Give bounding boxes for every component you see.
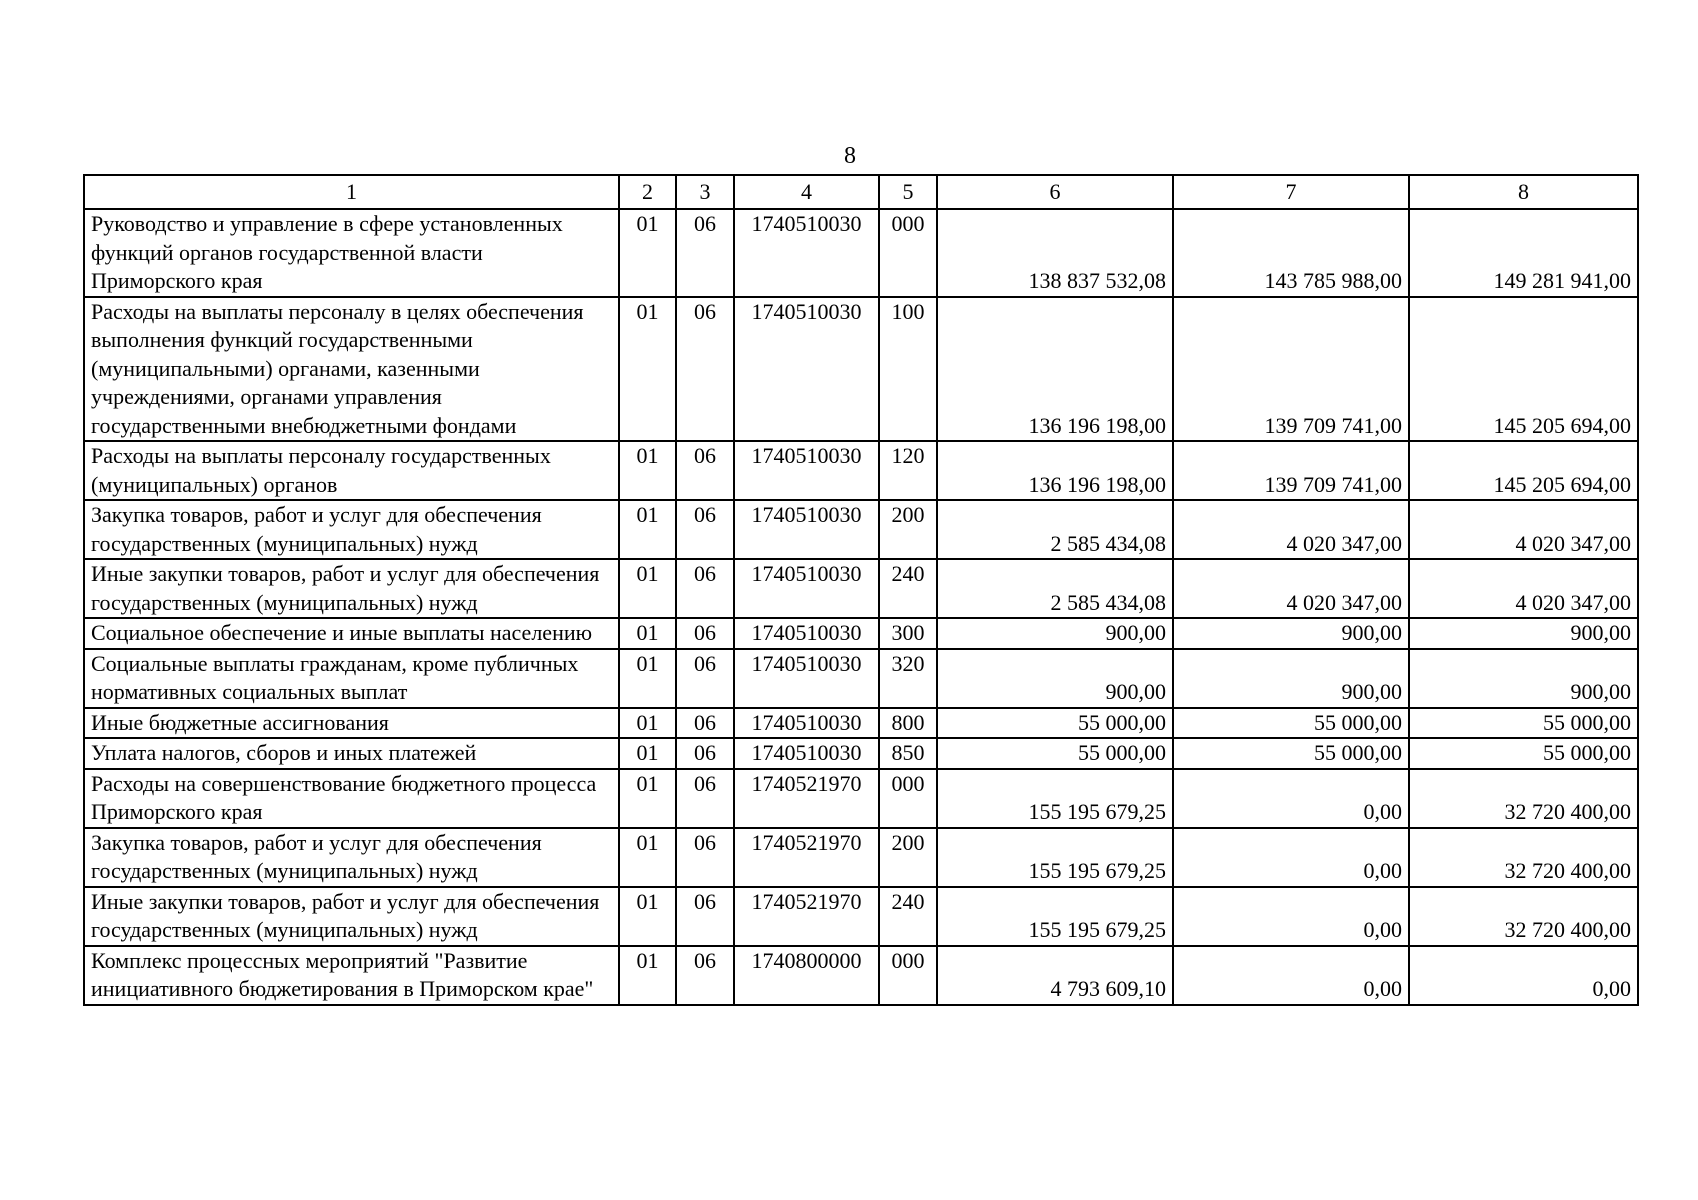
expense-name: Уплата налогов, сборов и иных платежей — [84, 738, 619, 769]
header-row — [84, 175, 1638, 209]
table-row — [84, 559, 1638, 618]
expense-type-code: 240 — [879, 559, 937, 618]
expense-name: Руководство и управление в сфере установленных функций органов государственной власти Приморского края — [84, 209, 619, 297]
amount-col6: 55 000,00 — [937, 738, 1173, 769]
amount-col8: 32 720 400,00 — [1409, 887, 1638, 946]
expense-name: Комплекс процессных мероприятий "Развитие инициативного бюджетирования в Приморском крае" — [84, 946, 619, 1005]
amount-col8: 4 020 347,00 — [1409, 500, 1638, 559]
expense-name: Иные закупки товаров, работ и услуг для обеспечения государственных (муниципальных) нужд — [84, 887, 619, 946]
amount-col8: 4 020 347,00 — [1409, 559, 1638, 618]
amount-col7: 139 709 741,00 — [1173, 441, 1409, 500]
target-article-code: 1740510030 — [734, 209, 879, 297]
amount-col6: 136 196 198,00 — [937, 297, 1173, 442]
section-code: 01 — [619, 209, 676, 297]
amount-col6: 138 837 532,08 — [937, 209, 1173, 297]
amount-col7: 900,00 — [1173, 649, 1409, 708]
subsection-code: 06 — [676, 209, 734, 297]
amount-col8: 149 281 941,00 — [1409, 209, 1638, 297]
amount-col7: 0,00 — [1173, 887, 1409, 946]
expense-name: Расходы на выплаты персоналу в целях обеспечения выполнения функций государственными (муниципальными) органами, казенными учреждениями, органами управления государственными внебюджетными фондами — [84, 297, 619, 442]
amount-col8: 900,00 — [1409, 618, 1638, 649]
column-header: 8 — [1409, 175, 1638, 209]
page-number: 8 — [844, 143, 856, 169]
amount-col6: 900,00 — [937, 618, 1173, 649]
amount-col7: 900,00 — [1173, 618, 1409, 649]
amount-col7: 55 000,00 — [1173, 738, 1409, 769]
table-row — [84, 887, 1638, 946]
expense-type-code: 850 — [879, 738, 937, 769]
subsection-code: 06 — [676, 441, 734, 500]
amount-col7: 0,00 — [1173, 769, 1409, 828]
amount-col6: 155 195 679,25 — [937, 769, 1173, 828]
section-code: 01 — [619, 441, 676, 500]
target-article-code: 1740521970 — [734, 769, 879, 828]
expense-name: Закупка товаров, работ и услуг для обеспечения государственных (муниципальных) нужд — [84, 500, 619, 559]
column-header: 4 — [734, 175, 879, 209]
section-code: 01 — [619, 946, 676, 1005]
target-article-code: 1740510030 — [734, 559, 879, 618]
subsection-code: 06 — [676, 618, 734, 649]
target-article-code: 1740510030 — [734, 708, 879, 739]
subsection-code: 06 — [676, 500, 734, 559]
section-code: 01 — [619, 769, 676, 828]
expense-type-code: 320 — [879, 649, 937, 708]
table-row — [84, 618, 1638, 649]
target-article-code: 1740521970 — [734, 887, 879, 946]
section-code: 01 — [619, 649, 676, 708]
expense-name: Иные бюджетные ассигнования — [84, 708, 619, 739]
section-code: 01 — [619, 618, 676, 649]
subsection-code: 06 — [676, 708, 734, 739]
expense-name: Иные закупки товаров, работ и услуг для обеспечения государственных (муниципальных) нужд — [84, 559, 619, 618]
expense-type-code: 000 — [879, 769, 937, 828]
expense-type-code: 000 — [879, 946, 937, 1005]
column-header: 7 — [1173, 175, 1409, 209]
expense-type-code: 300 — [879, 618, 937, 649]
section-code: 01 — [619, 559, 676, 618]
table-row — [84, 441, 1638, 500]
amount-col6: 900,00 — [937, 649, 1173, 708]
subsection-code: 06 — [676, 738, 734, 769]
amount-col7: 4 020 347,00 — [1173, 500, 1409, 559]
amount-col6: 55 000,00 — [937, 708, 1173, 739]
amount-col8: 32 720 400,00 — [1409, 828, 1638, 887]
table-row — [84, 708, 1638, 739]
expense-type-code: 200 — [879, 500, 937, 559]
budget-table — [83, 174, 1639, 1006]
expense-name: Социальные выплаты гражданам, кроме публичных нормативных социальных выплат — [84, 649, 619, 708]
target-article-code: 1740510030 — [734, 500, 879, 559]
amount-col7: 0,00 — [1173, 828, 1409, 887]
amount-col7: 55 000,00 — [1173, 708, 1409, 739]
amount-col8: 32 720 400,00 — [1409, 769, 1638, 828]
amount-col6: 136 196 198,00 — [937, 441, 1173, 500]
subsection-code: 06 — [676, 946, 734, 1005]
amount-col8: 145 205 694,00 — [1409, 441, 1638, 500]
expense-type-code: 000 — [879, 209, 937, 297]
section-code: 01 — [619, 828, 676, 887]
expense-name: Закупка товаров, работ и услуг для обеспечения государственных (муниципальных) нужд — [84, 828, 619, 887]
section-code: 01 — [619, 887, 676, 946]
column-header: 5 — [879, 175, 937, 209]
amount-col7: 139 709 741,00 — [1173, 297, 1409, 442]
subsection-code: 06 — [676, 769, 734, 828]
column-header: 2 — [619, 175, 676, 209]
table-row — [84, 649, 1638, 708]
amount-col8: 900,00 — [1409, 649, 1638, 708]
amount-col6: 2 585 434,08 — [937, 559, 1173, 618]
amount-col6: 4 793 609,10 — [937, 946, 1173, 1005]
expense-type-code: 100 — [879, 297, 937, 442]
expense-type-code: 120 — [879, 441, 937, 500]
section-code: 01 — [619, 297, 676, 442]
column-header: 1 — [84, 175, 619, 209]
subsection-code: 06 — [676, 649, 734, 708]
expense-name: Социальное обеспечение и иные выплаты населению — [84, 618, 619, 649]
amount-col8: 0,00 — [1409, 946, 1638, 1005]
amount-col8: 145 205 694,00 — [1409, 297, 1638, 442]
column-header: 3 — [676, 175, 734, 209]
target-article-code: 1740510030 — [734, 297, 879, 442]
table-row — [84, 209, 1638, 297]
column-header: 6 — [937, 175, 1173, 209]
amount-col6: 155 195 679,25 — [937, 887, 1173, 946]
amount-col6: 2 585 434,08 — [937, 500, 1173, 559]
amount-col8: 55 000,00 — [1409, 738, 1638, 769]
target-article-code: 1740510030 — [734, 738, 879, 769]
amount-col7: 143 785 988,00 — [1173, 209, 1409, 297]
subsection-code: 06 — [676, 297, 734, 442]
subsection-code: 06 — [676, 559, 734, 618]
table-row — [84, 828, 1638, 887]
table-body — [84, 209, 1638, 1005]
expense-type-code: 800 — [879, 708, 937, 739]
target-article-code: 1740800000 — [734, 946, 879, 1005]
subsection-code: 06 — [676, 887, 734, 946]
expense-type-code: 240 — [879, 887, 937, 946]
table-row — [84, 500, 1638, 559]
table-row — [84, 738, 1638, 769]
section-code: 01 — [619, 738, 676, 769]
target-article-code: 1740510030 — [734, 441, 879, 500]
expense-name: Расходы на совершенствование бюджетного процесса Приморского края — [84, 769, 619, 828]
section-code: 01 — [619, 500, 676, 559]
section-code: 01 — [619, 708, 676, 739]
target-article-code: 1740510030 — [734, 618, 879, 649]
expense-type-code: 200 — [879, 828, 937, 887]
target-article-code: 1740510030 — [734, 649, 879, 708]
subsection-code: 06 — [676, 828, 734, 887]
amount-col7: 0,00 — [1173, 946, 1409, 1005]
table-row — [84, 946, 1638, 1005]
amount-col7: 4 020 347,00 — [1173, 559, 1409, 618]
amount-col8: 55 000,00 — [1409, 708, 1638, 739]
table-row — [84, 297, 1638, 442]
table-row — [84, 769, 1638, 828]
target-article-code: 1740521970 — [734, 828, 879, 887]
expense-name: Расходы на выплаты персоналу государственных (муниципальных) органов — [84, 441, 619, 500]
amount-col6: 155 195 679,25 — [937, 828, 1173, 887]
